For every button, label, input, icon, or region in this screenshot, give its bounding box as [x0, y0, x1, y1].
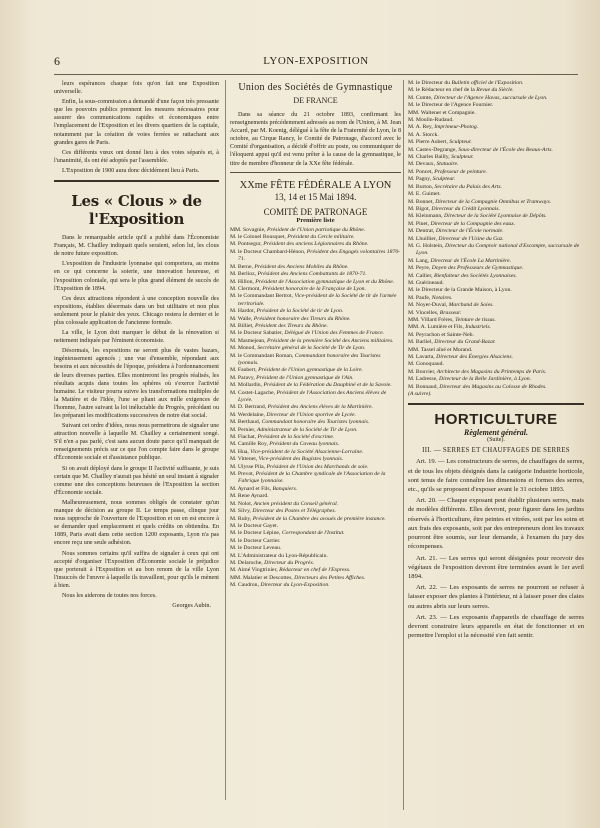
patron-role: Vice-président de la Société de tir de l'armée territoriale. [238, 293, 397, 307]
patron-role: Teinture de tissus. [453, 317, 496, 323]
patron-entry [230, 501, 401, 508]
fete-title: XXme FÊTE FÉDÉRALE A LYON [239, 179, 392, 191]
patron-entry [408, 95, 584, 102]
patron-entry [230, 353, 401, 368]
divider [230, 172, 401, 173]
patron-role: Administrateur de la Société de Tir de Lyon. [255, 426, 358, 433]
patron-name: M. Pagny, [408, 176, 432, 183]
patron-role: Bulletin officiel de l'Exposition. [450, 80, 524, 86]
patron-role: Directeur des Magasins au Colosse de Rhodes. [437, 383, 547, 390]
patron-name: M. A. Storck. [408, 131, 439, 138]
paragraph: Nous sommes certains qu'il suffira de signaler à ceux qui ont accepté d'organiser l'Exposition d'Économie sociale le préjudice que porterait à l'Exposition et au bon renom de la ville Lyon l'insuccès de l'œuvre à laquelle ils travaillent, pour qu'ils le mènent à bien. [54, 550, 219, 589]
patron-entry [408, 302, 584, 309]
union-intro: Dans sa séance du 21 octobre 1893, confirmant les renseignements précédemment adressés au nom de l'Union, à M. Jean Accard, par M. Koenig, délégué à la fête de la Fraternité de Lyon, le 8 octobre, au Cirque Rancy, le Comité de Patronage, d'accord avec le Comité d'organisation, a décidé d'offrir au poste, ou communiquer de l'éloquent appui qu'il est venu prêter à la cause de la gymnastique, le titre de membre d'honneur de la XXe fête fédérale. [230, 112, 401, 167]
patron-entry [408, 391, 584, 398]
patron-name: MM. Tassel aîné et Morand. [408, 346, 473, 353]
patron-entry [408, 191, 584, 198]
patron-name: M. Bigot, [408, 205, 430, 212]
patron-role: Professeur de peinture. [432, 168, 488, 175]
patron-entry [230, 234, 401, 241]
patron-entry [408, 324, 584, 331]
paragraph: Ces différents vœux ont donné lieu à des votes séparés et, à l'unanimité, ils ont été adoptés par l'assemblée. [54, 149, 219, 164]
patron-role: Rédacteur en chef de l'Express. [277, 567, 351, 574]
patron-role: Marchand de Soies. [447, 302, 494, 309]
patron-role: Brasseur. [438, 309, 462, 316]
patron-entry [230, 375, 401, 382]
patron-name: M. Guérineaud. [408, 279, 444, 286]
divider [408, 403, 584, 405]
patron-name: M. Prevot, [230, 471, 255, 478]
patron-entry [408, 280, 584, 287]
patron-name: M. le Directeur de la Grande Maison, à Lyon. [408, 287, 512, 294]
patron-name: M. Hillon, [230, 278, 254, 285]
patron-name: M. Costet-Lagache, [230, 389, 276, 396]
patron-role: Président des Anciens Mobiles du Rhône. [252, 263, 349, 270]
patron-name: M. Caudron, [230, 582, 259, 589]
patron-name: M. Moulin-Rudaud. [408, 117, 454, 124]
patron-role: Président de l'Union gymnastique de la Loire. [256, 367, 363, 374]
patron-entry [408, 361, 584, 368]
patron-entry [230, 249, 401, 264]
patron-role: Président des anciens Légionnaires du Rhône. [261, 241, 369, 248]
patron-role: Vice-président de la Société Alsacienne-Lorraine. [248, 448, 364, 455]
patron-entry [408, 317, 584, 324]
paragraph: Nous les aiderons de toutes nos forces. [62, 592, 157, 599]
patron-role: Revue du Siècle. [474, 87, 514, 94]
patron-role: Directeur de l'École La Martinière. [429, 257, 511, 264]
patron-name: M. le Rédacteur en chef de la [408, 87, 475, 94]
patron-role: Président de la Fédération du Dauphiné et de la Savoie. [262, 382, 392, 389]
patron-name: M. le Commandant Bertrot, [230, 293, 294, 300]
patron-name: M. Pierre Aubert, [408, 139, 448, 146]
patron-role: Président de l'Union gymnastique de l'Ain. [254, 374, 354, 381]
patron-entry [408, 147, 584, 154]
patron-entry [408, 369, 584, 376]
patron-name: M. le Docteur Carrier. [230, 537, 281, 544]
patron-entry [408, 110, 584, 117]
patron-entry [230, 553, 401, 560]
patron-entry [230, 345, 401, 352]
article-paragraph: Art. 19. — Les constructeurs de serres, de chauffages de serres, et de tous les objets désignés dans la catégorie Industrie horticole, sont tenus de faire connaître les dimensions et formes des serres, etc., qu'ils se proposent d'exposer avant le 31 octobre 1893. [408, 458, 584, 494]
patron-entry [408, 376, 584, 383]
paragraph: Si on avait déployé dans le groupe II l'activité suffisante, je suis certain que M. Chailley n'aurait pas hésité un seul instant à signaler comme une des conceptions heureuses de l'Exposition la section d'Économie sociale. [54, 465, 219, 496]
patron-entry [408, 384, 584, 391]
patron-entry [408, 132, 584, 139]
patron-entry [408, 354, 584, 361]
comite-subtitle: Première liste [296, 216, 335, 224]
patron-entry [230, 390, 401, 405]
patron-role: Notaires. [430, 294, 453, 301]
patron-name: MM. Malatier et Descottes, [230, 574, 293, 581]
patron-role: Directeur de la Compagnie des eaux. [429, 220, 516, 227]
patron-name: M. Burton, [408, 183, 434, 190]
patron-name: M. Poncet, [408, 168, 433, 175]
patron-entry [230, 486, 401, 493]
patron-entry [408, 169, 584, 176]
patron-role: Directeur de la Société Lyonnaise de Dépôts. [442, 213, 547, 220]
patron-entry [230, 508, 401, 515]
patron-role: Banquiers. [271, 485, 298, 492]
patron-entry [230, 493, 401, 500]
patron-name: M. Ruby, [230, 515, 252, 522]
patron-name: M. Pinet, [408, 220, 430, 227]
patron-role: Directeurs des Petites Affiches. [292, 574, 366, 581]
patron-role: Directeur de la Compagnie Omnibus et Tramways. [433, 198, 552, 205]
patron-entry [230, 241, 401, 248]
patron-role: Président des Tireurs du Rhône. [253, 322, 328, 329]
patron-entry [408, 176, 584, 183]
patron-name: M. Berne, [230, 263, 253, 270]
patron-role: Président du Cercle militaire. [285, 234, 355, 241]
paragraph: leurs espérances chaque fois qu'on fait une Exposition universelle. [54, 81, 219, 96]
patron-role: Secrétaire général de la Société de Tir de Lyon. [255, 345, 366, 352]
patron-entry [230, 293, 401, 308]
patron-role: Président du Caveau lyonnais. [267, 441, 340, 448]
union-title: Union des Sociétés de Gymnastique [238, 82, 393, 93]
paragraph: Dans le remarquable article qu'il a publié dans l'Économiste Français, M. Chailley indiquait quels seraient, selon lui, les clous de notre future exposition. [54, 235, 219, 258]
column-right [403, 80, 584, 810]
patron-name: M. Ladresse, [408, 376, 438, 383]
patron-entry [230, 412, 401, 419]
patron-role: Commandant honoraire des Touristes lyonnais. [260, 419, 370, 426]
patron-entry [408, 332, 584, 339]
patron-name: M. Vincelles, [408, 309, 439, 316]
patron-name: M. Pontsegur, [230, 241, 262, 248]
patron-role: Directeur de l'École normale. [434, 228, 504, 235]
patron-entry [408, 213, 584, 220]
patron-entry [230, 516, 401, 523]
patron-role: Président de la Société d'escrime. [256, 434, 335, 441]
patron-role: Président de l'Association des Anciens élèves de Lycée. [238, 389, 387, 403]
patron-name: MM. Waltener et Compagnie. [408, 109, 476, 116]
patron-role: Directeur de l'Usine du Gaz. [437, 235, 504, 242]
patron-entry [230, 434, 401, 441]
patron-entry [408, 228, 584, 235]
patron-name: MM. Villard Frères, [408, 317, 454, 323]
patron-entry [408, 199, 584, 206]
patron-name: M. Berthaud, [230, 419, 261, 426]
patron-role: Délégué de l'Union des Femmes de France. [283, 330, 385, 337]
patron-role: Sculpteur. [447, 139, 472, 146]
patron-name: M. Bonnaud, [408, 383, 438, 390]
patron-entry [230, 308, 401, 315]
patron-name: M. Paravy, [230, 374, 255, 381]
patron-entry [408, 161, 584, 168]
paragraph: Ces deux attractions répondent à une conception nouvelle des expositions, établies désormais dans un but utilitaire et non plus seulement pour le plaisir des yeux. Chicago restera le dernier et le plus colossale application de l'ancienne formule. [54, 295, 219, 326]
patron-entry [230, 545, 401, 552]
patron-entry [230, 404, 401, 411]
patron-name: M. Aimé Vingtrinier, [230, 567, 278, 574]
patron-name: M. Billiet, [230, 322, 254, 329]
patron-name: M. Noyer-Duval, [408, 302, 448, 309]
patron-name: M. le Docteur Gayet. [230, 522, 279, 529]
patron-role: (A suivre). [408, 391, 432, 398]
patron-entry [230, 279, 401, 286]
patron-name: M. Rene Aynard. [230, 493, 269, 500]
paragraph: La ville, le Lyon doit marquer le début de la rénovation si nettement indiquée par l'éminent économiste. [54, 330, 219, 345]
patron-entry [230, 464, 401, 471]
paragraph: Enfin, la sous-commission a demandé d'une façon très pressante que les pouvoirs publics prennent les mesures nécessaires pour assurer des communications rapides et économiques entre l'emplacement de l'Exposition et les divers quartiers de la capitale, notamment par la création de voies ferrées se rattachant aux grandes gares de Paris. [54, 99, 219, 146]
patron-role: Directeur du Grand-Bazar. [432, 339, 496, 346]
comite-title: COMITÉ DE PATRONAGE [263, 206, 368, 217]
patron-entry [230, 382, 401, 389]
patron-entry [230, 316, 401, 323]
patron-entry [230, 530, 401, 537]
patron-name: M. le Colonel Bousquet, [230, 234, 286, 241]
patron-entry [408, 236, 584, 243]
patron-role: Président de la Chambre syndicale de l'Association de la Fabrique lyonnaise. [238, 471, 386, 485]
article-body [54, 234, 219, 600]
patron-role: Président de l'Union des Marchands de soie. [265, 463, 369, 470]
patron-entry [408, 265, 584, 272]
patron-entry [408, 295, 584, 302]
patron-entry [230, 338, 401, 345]
patron-role: Vice-président des Bugistes lyonnais. [257, 456, 344, 463]
patron-entry [408, 139, 584, 146]
patron-name: M. Flachat, [230, 434, 257, 441]
patron-entry [408, 117, 584, 124]
patron-entry [408, 273, 584, 280]
page-header [54, 54, 578, 75]
patron-role: Directeur de l'Agence Havas, succursale de Lyon. [432, 94, 548, 101]
patron-name: M. Pernier, [230, 426, 256, 433]
patron-name: M. Silvy, [230, 508, 251, 515]
patronage-list [230, 227, 401, 590]
article-title: Les « Clous » de l'Exposition [71, 192, 202, 229]
patron-name: M. Ulysse Pila, [230, 463, 266, 470]
patron-name: M. Clermont, [230, 285, 261, 292]
patron-entry [230, 441, 401, 448]
patron-name: M. Castex-Degrange, [408, 146, 457, 153]
fete-dates: 13, 14 et 15 Mai 1894. [274, 191, 357, 202]
patron-role: Président de la Chambre des avoués de première instance. [251, 515, 386, 522]
patron-role: Président honoraire de la Française de Lyon. [260, 285, 366, 292]
article-paragraph: Art. 23. — Les exposants d'appareils de chauffage de serres devront construire leurs appareils en état de fonctionner et en permettre l'emploi si la nécessité s'en fait sentir. [408, 613, 584, 640]
patron-role: Directeur de l'Union sportive de Lycée. [264, 411, 357, 418]
patron-name: M. Vittenet, [230, 456, 258, 463]
horticulture-title: HORTICULTURE [434, 411, 558, 429]
patron-name: M. Callier, [408, 272, 433, 279]
patron-name: M. Faubert, [230, 367, 257, 374]
patron-entry [408, 287, 584, 294]
patron-role: Président des Engagés volontaires 1870-71. [238, 248, 401, 263]
patron-name: M. Paufe, [408, 294, 431, 301]
patron-name: M. Dentrat, [408, 228, 435, 235]
paragraph: L'exposition de l'industrie lyonnaise qui comportera, au moins en ce qui concerne la soierie, une innovation heureuse, et l'exposition coloniale, qui sera le plus grand élément de succès de l'Exposition de 1894. [54, 261, 219, 292]
patron-entry [408, 154, 584, 161]
patron-name: M. Bouvier, [408, 368, 436, 375]
patron-role: Directeur du Crédit Lyonnais. [429, 205, 500, 212]
patron-entry [408, 347, 584, 354]
patron-entry [230, 567, 401, 574]
patron-name: M. Mollardin, [230, 382, 263, 389]
patron-name: MM. A. Lumière et Fils, [408, 324, 464, 331]
patron-role: Président honoraire des Tireurs du Rhône. [252, 315, 351, 322]
patron-name: M. le Directeur de l'Agence Fournier. [408, 102, 494, 109]
patron-entry [230, 456, 401, 463]
patron-entry [408, 206, 584, 213]
patron-entry [408, 184, 584, 191]
patron-name: M. Camille Roy, [230, 441, 268, 448]
patron-role: Président des Anciens Combattants de 1870-71. [256, 271, 367, 278]
article-paragraph: Art. 20. — Chaque exposant peut établir plusieurs serres, mais de modèles différents. Elles devront, pour figurer dans les jardins réservés à l'horticulture, être peintes et vitrées, soit par les soins et aux frais des exposants, soit par des entrepreneurs dont les travaux pourront être soumis, sur leur demande, à l'examen du jury des récompenses. [408, 497, 584, 551]
patron-name: M. Masmejean, [230, 337, 266, 344]
patron-name: M. le Docteur Lépine, [230, 530, 281, 537]
patron-name: M. Delaroche, [230, 559, 263, 566]
patron-role: Sculpteur. [431, 176, 456, 183]
patron-name: M. le Directeur du [408, 80, 451, 86]
patron-role: Directeur des Postes et Télégraphes. [250, 508, 337, 515]
page-number: 6 [54, 54, 60, 68]
column-left [54, 80, 219, 790]
paragraph: L'Exposition de 1900 aura donc décidément lieu à Paris. [62, 167, 200, 174]
patron-entry [230, 523, 401, 530]
patron-role: Correspondant de l'Institut. [280, 530, 345, 537]
patron-name: M. Peyrachon et Sainte-Neb. [408, 331, 474, 338]
patron-role: Architecte des Magasins du Printemps de Paris. [435, 368, 547, 375]
intro-text [54, 80, 219, 175]
running-title: LYON-EXPOSITION [263, 55, 369, 67]
article-signature: Georges Aubin. [172, 602, 211, 610]
patron-name: M. Aynard et Fils, [230, 485, 272, 492]
patron-entry [230, 538, 401, 545]
patron-role: Président de la Société de tir de Lyon. [255, 308, 344, 315]
patron-entry [230, 427, 401, 434]
patron-role: Directeur des Énergies Alsaciens. [434, 354, 513, 361]
patron-entry [230, 367, 401, 374]
patron-name: M. le Commandant Roman, [230, 352, 294, 359]
patron-name: M. Charles Bailly, [408, 154, 450, 161]
patron-entry [230, 323, 401, 330]
patron-name: M. E. Guimet. [408, 191, 441, 198]
patron-entry [408, 102, 584, 109]
paragraph: Suivant cet ordre d'idées, nous nous permettrons de signaler une attraction nouvelle à laquelle M. Chailley a certainement songé. S'il n'en a pas parlé, c'est sans aucun doute parce qu'il manquait de renseignements précis sur ce que l'on compte faire dans le groupe d'Économie sociale et d'assistance publique. [54, 423, 219, 462]
patron-name: M. Kleinmann, [408, 213, 443, 220]
patron-name: M. le Docteur Chambard-Hénon, [230, 248, 306, 255]
patron-entry [230, 271, 401, 278]
patron-name: M. le Docteur Leveau. [230, 545, 282, 552]
patron-entry [408, 310, 584, 317]
patron-entry [408, 339, 584, 346]
patron-role: Secrétaire du Palais des Arts. [433, 183, 502, 190]
patron-name: M. Bonnet, [408, 198, 434, 205]
section-heading: III. — SERRES ET CHAUFFAGES DE SERRES [422, 447, 570, 455]
patron-role: Président de la première Société des Anciens militaires. [265, 337, 394, 344]
patron-name: M. Werdelaine, [230, 411, 265, 418]
patron-entry [408, 221, 584, 228]
patron-role: Sculpteur. [449, 154, 474, 161]
divider [54, 180, 219, 182]
patron-name: M. Lavarta, [408, 354, 435, 361]
patron-role: Imprimeur-Photog. [432, 124, 479, 131]
patron-role: Doyen des Professeurs de Gymnastique. [430, 265, 524, 272]
patron-entry [230, 582, 401, 589]
patron-role: Directeur du Comptoir national d'Escompte, succursale de Lyon. [416, 242, 580, 257]
patron-role: Ancien président du Conseil général. [252, 500, 339, 507]
patron-name: M. Hardot, [230, 308, 256, 315]
patron-name: M. Walle, [230, 315, 253, 322]
patron-name: M. Gonoquaud. [408, 361, 444, 368]
patron-role: Industriels. [463, 324, 491, 331]
patron-role: Directeur du Progrès. [262, 559, 315, 566]
patron-entry [408, 124, 584, 131]
patron-name: M. Barliel, [408, 339, 433, 346]
patron-entry [408, 87, 584, 94]
patron-name: M. Berlioz, [230, 271, 257, 278]
patron-role: Président de l'Union patriotique du Rhône. [265, 226, 366, 233]
patron-role: Sous-directeur de l'École des Beaux-Arts. [456, 146, 553, 153]
article-paragraph: Art. 21. — Les serres qui seront désignées pour recevoir des végétaux de l'exposition devront être terminées avant le 1er avril 1894. [408, 554, 584, 580]
patron-name: M. Monod, [230, 345, 256, 352]
horticulture-body [408, 457, 584, 640]
patron-entry [230, 449, 401, 456]
patron-name: M. A. Rey, [408, 124, 433, 131]
patron-entry [230, 419, 401, 426]
column-middle [225, 80, 401, 800]
patron-entry [230, 471, 401, 486]
patron-name: M. G. Holstein, [408, 242, 444, 249]
patron-role: Président de l'Association gymnastique de Lyon et du Rhône. [253, 278, 395, 285]
patron-role: Président des Anciens élèves de la Martinière. [266, 404, 373, 411]
patron-name: M. L'Administrateur du Lyon-Républicain. [230, 552, 328, 559]
patron-name: M. Lhuillier, [408, 235, 437, 242]
patron-role: Statuaire. [435, 161, 459, 168]
patron-name: M. D. Bertrand, [230, 404, 267, 411]
patron-entry [230, 264, 401, 271]
patron-role: Directeur du Lyon-Exposition. [258, 582, 330, 589]
suite-note: (Suite). [487, 437, 505, 444]
patron-name: M. le Docteur Sabatier, [230, 330, 283, 337]
paragraph: Malheureusement, nous sommes obligés de constater qu'un manque de décision au groupe II. Le temps passe, clinque jour nous rapproche de l'ouverture de l'Exposition et on en est encore à se demander quel emplacement et quels crédits on obtiendra. En 1889, Paris avait dans cette section 1200 exposants, Lyon n'a pas encore reçu une seule adhésion. [54, 499, 219, 547]
patron-entry [230, 330, 401, 337]
union-subtitle: DE FRANCE [293, 96, 338, 105]
reglement-heading: Règlement général. [464, 428, 528, 438]
patron-name: M. Devaux, [408, 161, 436, 168]
patron-name: M. Peyre, [408, 265, 431, 272]
patron-entry [230, 286, 401, 293]
patron-role: Commandant honoraire des Touristes lyonnais. [238, 352, 381, 366]
patron-name: MM. Sovagnie, [230, 226, 266, 233]
patronage-list-continued [408, 80, 584, 398]
patron-entry [230, 227, 401, 234]
patron-entry [408, 243, 584, 258]
patron-name: M. Comte, [408, 94, 433, 101]
article-paragraph: Art. 22. — Les exposants de serres ne pourront se refuser à laisser exposer des plantes à l'intérieur, ni à laisser poser des claies ou autres abris sur leurs serres. [408, 584, 584, 610]
patron-name: M. Nolot, [230, 500, 253, 507]
paragraph: Désormais, les expositions ne seront plus de vastes bazars, ingénieusement agencés ; une vue d'ensemble, répondant aux besoins et aux nécessités de l'époque, présidera à l'ordonnancement de leurs diverses parties. Elles montreront les progrès réalisés, les résultats acquis dans toutes les sphères où s'exerce l'activité humaine. Le visiteur pourra suivre les transformations multiples de la Matière et de l'Idée, l'une se pliant aux mille exigences de l'homme, l'autre suivant la loi inéluctable du Progrès, précédant ou les préparant les modifications successives de notre état social. [54, 348, 219, 419]
patron-entry [230, 575, 401, 582]
patron-role: Directeur de la Belle Jardinière, à Lyon. [437, 376, 532, 383]
patron-role: Bienfaiteur des Sociétés Lyonnaises. [432, 272, 517, 279]
patron-name: M. Lang, [408, 257, 430, 264]
patron-name: M. Hua, [230, 448, 249, 455]
